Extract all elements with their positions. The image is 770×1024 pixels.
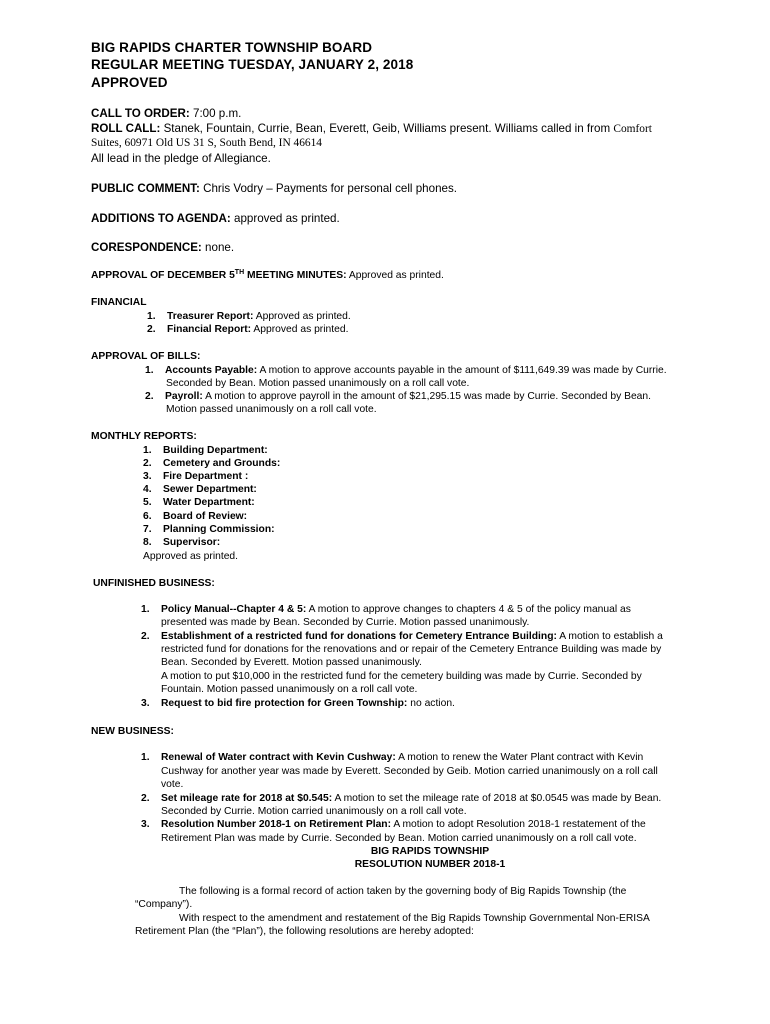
list-item: 2. Set mileage rate for 2018 at $0.545: A motion to set the mileage rate of 2018 at $0.0545 was made by Bean. [141, 793, 662, 804]
list-item: 3. Resolution Number 2018-1 on Retirement Plan: A motion to adopt Resolution 2018-1 restatement of the [141, 819, 646, 830]
list-item-cont: A motion to put $10,000 in the restricted fund for the cemetery building was made by Currie. Seconded by [161, 671, 642, 682]
list-item: 2. Cemetery and Grounds: [143, 458, 281, 469]
list-item-cont: Fountain. Motion passed unanimously on a roll call vote. [161, 684, 418, 695]
document-status: APPROVED [91, 75, 168, 90]
reports-heading: MONTHLY REPORTS: [91, 431, 197, 442]
list-item-cont: presented was made by Bean. Seconded by Currie. Motion passed unanimously. [161, 617, 530, 628]
list-item: 1. Accounts Payable: A motion to approve accounts payable in the amount of $111,649.39 was made by Currie. [145, 365, 667, 376]
roll-call [91, 123, 652, 135]
list-item: 2. Establishment of a restricted fund for donations for Cemetery Entrance Building: A motion to establish a [141, 631, 663, 642]
list-item: 3. Request to bid fire protection for Green Township: no action. [141, 698, 455, 709]
reports-note: Approved as printed. [143, 551, 239, 562]
list-item-cont: Motion passed unanimously on a roll call vote. [166, 404, 377, 415]
resolution-title-1: BIG RAPIDS TOWNSHIP [370, 846, 490, 857]
call-to-order [91, 108, 241, 120]
resolution-paragraph-1: The following is a formal record of action taken by the governing body of Big Rapids Township (the [179, 886, 627, 897]
resolution-paragraph-2: With respect to the amendment and restatement of the Big Rapids Township Governmental Non-ERISA [179, 913, 650, 924]
additions-to-agenda [91, 213, 340, 225]
list-item-cont: vote. [161, 779, 184, 790]
list-item: 2. Payroll: A motion to approve payroll in the amount of $21,295.15 was made by Currie. Seconded by Bean. [145, 391, 651, 402]
correspondence-label: CORESPONDENCE: [91, 241, 202, 254]
call-to-order-label: CALL TO ORDER: [91, 107, 190, 120]
resolution-paragraph-1-cont: “Company”). [135, 899, 193, 910]
minutes-approval-text: Approved as printed. [348, 270, 444, 281]
list-item: 8. Supervisor: [143, 537, 221, 548]
list-item-cont: restricted fund for donations for the renovations and or repair of the Cemetery Entrance Building was made by [161, 644, 662, 655]
list-item-cont: Seconded by Currie. Motion carried unanimously on a roll call vote. [161, 806, 467, 817]
minutes-approval [91, 271, 444, 281]
list-item: 1. Building Department: [143, 445, 268, 456]
public-comment-label: PUBLIC COMMENT: [91, 182, 200, 195]
resolution-title-2: RESOLUTION NUMBER 2018-1 [354, 859, 506, 870]
list-item-cont: Seconded by Bean. Motion passed unanimously on a roll call vote. [166, 378, 470, 389]
pledge-text: All lead in the pledge of Allegiance. [91, 152, 271, 165]
list-item-cont: Cushway for another year was made by Everett. Seconded by Geib. Motion carried unanimously on a roll call [161, 766, 658, 777]
public-comment [91, 183, 457, 195]
correspondence [91, 242, 234, 254]
roll-call-label: ROLL CALL: [91, 122, 161, 135]
minutes-approval-label: APPROVAL OF DECEMBER 5TH MEETING MINUTES: [91, 269, 347, 281]
list-item-cont: Bean. Seconded by Everett. Motion passed unanimously. [161, 657, 422, 668]
roll-call-location-cont: Suites, 60971 Old US 31 S, South Bend, IN 46614 [91, 137, 322, 149]
additions-text: approved as printed. [234, 212, 340, 225]
roll-call-location: Comfort [613, 123, 652, 135]
unfinished-heading: UNFINISHED BUSINESS: [93, 578, 215, 589]
list-item: 7. Planning Commission: [143, 524, 275, 535]
list-item: 5. Water Department: [143, 497, 255, 508]
additions-label: ADDITIONS TO AGENDA: [91, 212, 231, 225]
list-item: 4. Sewer Department: [143, 484, 257, 495]
roll-call-members: Stanek, Fountain, Currie, Bean, Everett, Geib, Williams present. Williams called in from [163, 122, 611, 135]
list-item: 2. Financial Report: Approved as printed. [147, 324, 349, 335]
list-item-cont: Retirement Plan was made by Currie. Seconded by Bean. Motion carried unanimously on a roll call vote. [161, 833, 637, 844]
call-to-order-time: 7:00 p.m. [193, 107, 242, 120]
bills-heading: APPROVAL OF BILLS: [91, 351, 201, 362]
new-business-heading: NEW BUSINESS: [91, 726, 174, 737]
list-item: 1. Treasurer Report: Approved as printed. [147, 311, 351, 322]
list-item: 1. Policy Manual--Chapter 4 & 5: A motion to approve changes to chapters 4 & 5 of the policy manual as [141, 604, 631, 615]
list-item: 3. Fire Department : [143, 471, 249, 482]
resolution-paragraph-2-cont: Retirement Plan (the “Plan”), the following resolutions are hereby adopted: [135, 926, 474, 937]
public-comment-text: Chris Vodry – Payments for personal cell phones. [203, 182, 457, 195]
document-title-line-2: REGULAR MEETING TUESDAY, JANUARY 2, 2018 [91, 57, 414, 72]
list-item: 1. Renewal of Water contract with Kevin Cushway: A motion to renew the Water Plant contract with Kevin [141, 752, 644, 763]
document-title-line-1: BIG RAPIDS CHARTER TOWNSHIP BOARD [91, 40, 373, 55]
financial-heading: FINANCIAL [91, 297, 147, 308]
correspondence-text: none. [205, 241, 235, 254]
list-item: 6. Board of Review: [143, 511, 248, 522]
